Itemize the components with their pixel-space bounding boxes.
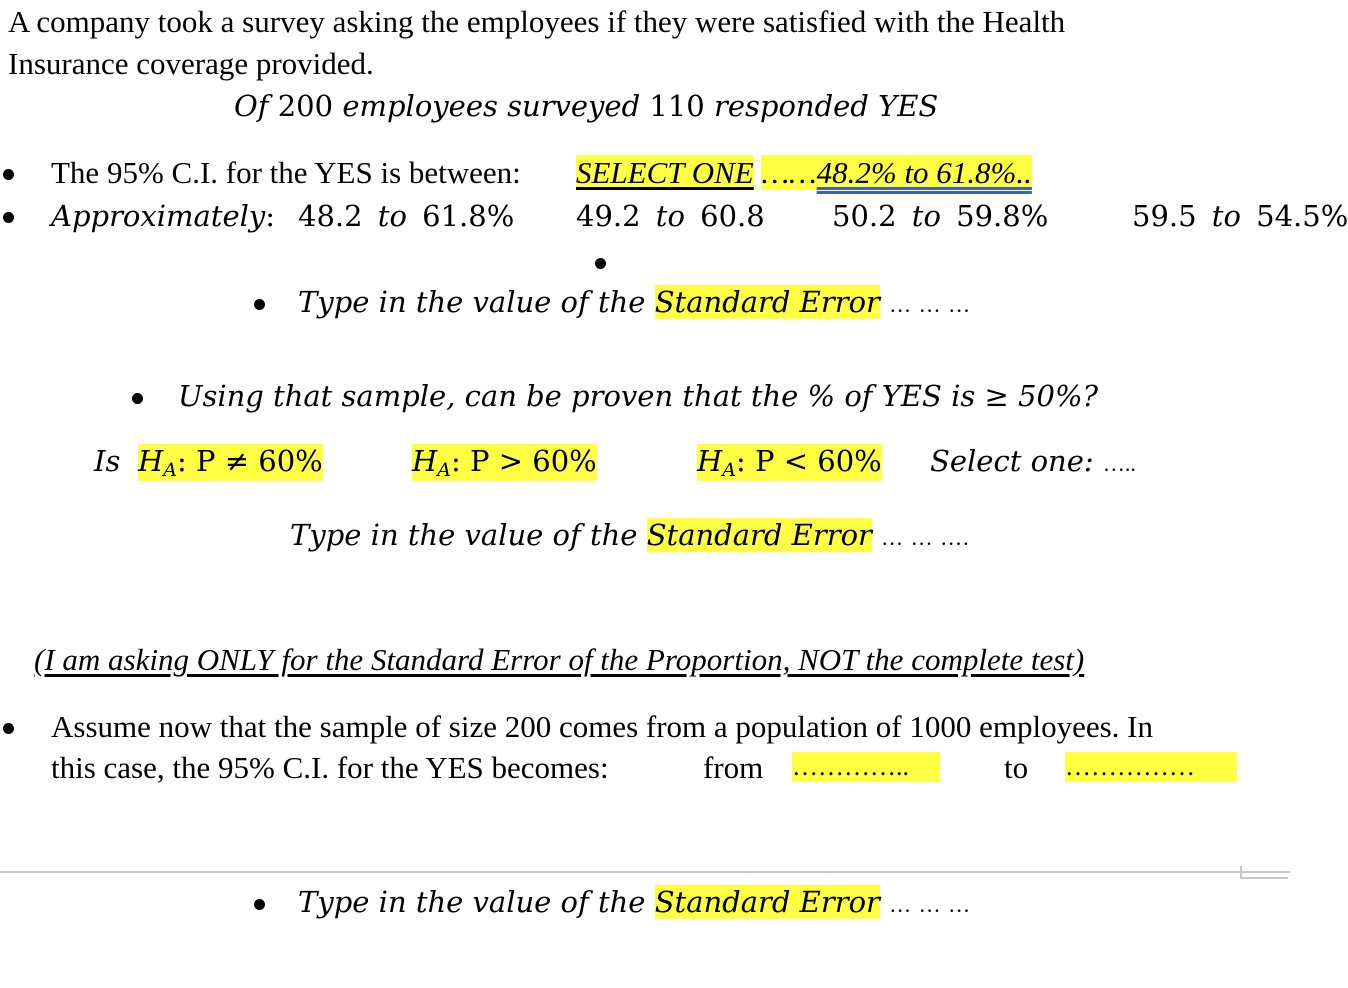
ha-option-greater[interactable]: $H_A$: P > 60%: [412, 444, 597, 481]
q1-option-4[interactable]: 59.5 to 54.5%: [1132, 199, 1348, 233]
se-input-2[interactable]: … … ….: [881, 525, 970, 550]
se-prompt-2: Type in the value of the Standard Error … … ….: [290, 518, 970, 552]
se-prompt-3: Type in the value of the Standard Error … … …: [298, 885, 972, 919]
page-corner-mark: [1240, 866, 1288, 879]
standard-error-label: Standard Error: [646, 518, 872, 552]
intro-line-2: Insurance coverage provided.: [8, 46, 374, 81]
bullet-icon: [3, 723, 14, 734]
from-label: from: [703, 750, 764, 785]
q1-option-1[interactable]: 48.2 to 61.8%: [298, 199, 515, 233]
bullet-icon: [3, 212, 14, 223]
bullet-icon: [132, 393, 143, 404]
survey-statement: Of 200 employees surveyed 110 responded YES: [234, 89, 939, 123]
to-label: to: [1004, 750, 1029, 785]
q1-selected-value: 48.2% to 61.8%..: [816, 155, 1032, 190]
bullet-icon: [595, 258, 606, 269]
page-break-line: [0, 871, 1290, 873]
ha-option-not-equal[interactable]: $H_A$: P ≠ 60%: [138, 444, 323, 481]
q1-option-2[interactable]: 49.2 to 60.8: [576, 199, 765, 233]
q1-select-dropdown[interactable]: SELECT ONE ……48.2% to 61.8%..: [576, 155, 1032, 190]
from-value-input[interactable]: …………..: [792, 752, 940, 782]
bullet-icon: [3, 169, 14, 180]
se-input-1[interactable]: … … …: [889, 292, 972, 317]
q1-option-3[interactable]: 50.2 to 59.8%: [832, 199, 1049, 233]
ha-option-less[interactable]: $H_A$: P < 60%: [697, 444, 882, 481]
q3-line-1: Assume now that the sample of size 200 comes from a population of 1000 employees. In: [51, 709, 1153, 744]
q2-question: Using that sample, can be proven that the % of YES is ≥ 50%?: [178, 379, 1099, 413]
se-input-3[interactable]: … … …: [889, 892, 972, 917]
is-label: Is: [94, 444, 121, 478]
standard-error-label: Standard Error: [654, 885, 880, 919]
note-text: (I am asking ONLY for the Standard Error of the Proportion, NOT the complete test): [34, 642, 1085, 677]
bullet-icon: [254, 299, 265, 310]
intro-line-1: A company took a survey asking the employees if they were satisfied with the Health: [8, 4, 1066, 39]
approx-label: Approximately:: [51, 199, 276, 233]
q3-line-2: this case, the 95% C.I. for the YES becomes:: [51, 750, 609, 785]
standard-error-label: Standard Error: [654, 285, 880, 319]
bullet-icon: [254, 899, 265, 910]
se-prompt-1: Type in the value of the Standard Error … … …: [298, 285, 972, 319]
q2-select[interactable]: Select one: …..: [930, 444, 1136, 478]
to-value-input[interactable]: ……………: [1065, 752, 1237, 782]
q1-question: The 95% C.I. for the YES is between:: [51, 155, 521, 190]
q1-option-4-clip: [1132, 199, 1348, 233]
